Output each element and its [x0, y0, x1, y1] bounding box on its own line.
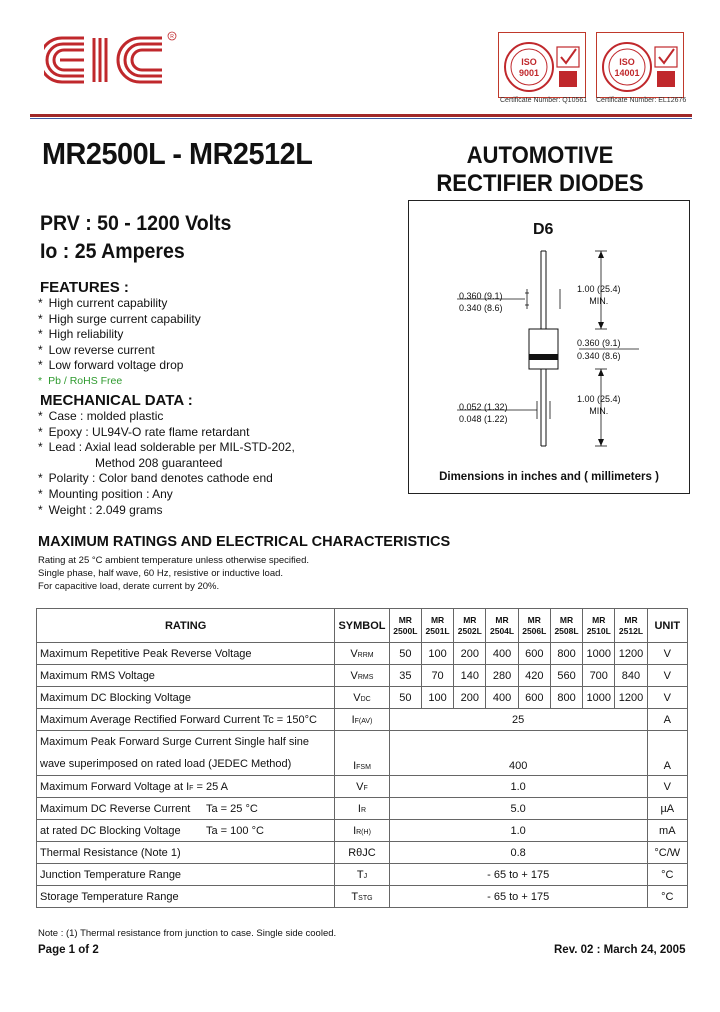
iso-9001-badge — [498, 32, 586, 98]
col-model: MR 2500L — [389, 609, 421, 643]
io-value: Io : 25 Amperes — [40, 240, 185, 263]
prv-value: PRV : 50 - 1200 Volts — [40, 212, 232, 235]
col-model: MR 2502L — [454, 609, 486, 643]
list-item: * Epoxy : UL94V-O rate flame retardant — [38, 424, 250, 439]
svg-text:14001: 14001 — [614, 68, 640, 78]
ratings-summary — [40, 210, 231, 266]
dim-lead-length-top: 1.00 (25.4) MIN. — [577, 284, 621, 306]
category-line-1: AUTOMOTIVE — [466, 142, 614, 169]
mechanical-heading: MECHANICAL DATA : — [40, 392, 193, 409]
part-range-title: MR2500L - MR2512L — [42, 136, 313, 171]
col-model: MR 2510L — [583, 609, 615, 643]
footnote: Note : (1) Thermal resistance from junction to case. Single side cooled. — [38, 928, 337, 939]
table-row: Maximum DC Blocking Voltage VDC 50 100 200 400 600 800 1000 1200 V — [37, 687, 688, 709]
page-number: Page 1 of 2 — [38, 944, 99, 956]
table-row: Maximum Forward Voltage at IF = 25 A VF 1.0 V — [37, 776, 688, 798]
iso-9001-certification-seal-icon — [499, 33, 585, 97]
header-rule — [30, 114, 692, 117]
list-item: * Mounting position : Any — [38, 486, 173, 501]
revision-date: Rev. 02 : March 24, 2005 — [554, 944, 686, 956]
table-row: Thermal Resistance (Note 1) RθJC 0.8 °C/W — [37, 842, 688, 864]
table-row: Storage Temperature Range TSTG - 65 to + 175 °C — [37, 886, 688, 908]
category-title — [420, 142, 659, 198]
list-item: * Low forward voltage drop — [38, 358, 184, 373]
diode-outline-drawing — [409, 201, 689, 493]
category-line-2: RECTIFIER DIODES — [436, 170, 644, 197]
table-row: at rated DC Blocking Voltage Ta = 100 °C IR(H) 1.0 mA — [37, 820, 688, 842]
header-rule-thin — [30, 118, 692, 119]
list-item: * High surge current capability — [38, 311, 201, 326]
dim-lead-length-bottom: 1.00 (25.4) MIN. — [577, 394, 621, 416]
list-item: * Pb / RoHS Free — [38, 374, 123, 387]
iso-14001-certification-seal-icon — [597, 33, 683, 97]
list-item: Method 208 guaranteed — [95, 455, 223, 470]
col-model: MR 2506L — [518, 609, 550, 643]
col-model: MR 2512L — [615, 609, 647, 643]
table-row: Maximum Average Rectified Forward Current Tc = 150°C IF(AV) 25 A — [37, 709, 688, 731]
col-model: MR 2504L — [486, 609, 518, 643]
col-model: MR 2501L — [421, 609, 453, 643]
ratings-notes: Rating at 25 °C ambient temperature unless otherwise specified. Single phase, half wave, 60 Hz, resistive or inductive load. For capacitive load, derate current by 20%. — [38, 555, 309, 592]
table-row: Maximum Repetitive Peak Reverse Voltage VRRM 50 100 200 400 600 800 1000 1200 V — [37, 643, 688, 665]
table-row: Junction Temperature Range TJ - 65 to + 175 °C — [37, 864, 688, 886]
mechanical-list — [38, 409, 295, 518]
package-name: D6 — [533, 221, 554, 238]
list-item: * High current capability — [38, 296, 168, 310]
ratings-heading: MAXIMUM RATINGS AND ELECTRICAL CHARACTERISTICS — [38, 534, 451, 550]
dim-lead-diameter: 0.052 (1.32) 0.048 (1.22) — [459, 402, 508, 424]
svg-text:R: R — [170, 34, 174, 40]
package-drawing — [408, 200, 690, 494]
table-row: Maximum RMS Voltage VRMS 35 70 140 280 420 560 700 840 V — [37, 665, 688, 687]
dim-body-length: 0.360 (9.1) 0.340 (8.6) — [577, 338, 621, 361]
eic-logo — [44, 30, 179, 90]
svg-text:ISO: ISO — [619, 57, 635, 67]
col-model: MR 2508L — [550, 609, 582, 643]
svg-text:9001: 9001 — [518, 68, 540, 78]
col-unit: UNIT — [647, 609, 687, 643]
list-item: * Case : molded plastic — [38, 409, 164, 423]
iso-14001-badge — [596, 32, 684, 98]
col-symbol: SYMBOL — [335, 609, 389, 643]
list-item: * Weight : 2.049 grams — [38, 502, 163, 517]
cert-caption-14001: Certificate Number: EL12676 — [596, 97, 687, 104]
dim-body-diameter: 0.360 (9.1) 0.340 (8.6) — [459, 291, 503, 313]
table-row: Maximum DC Reverse Current Ta = 25 °C IR 5.0 µA — [37, 798, 688, 820]
list-item: * High reliability — [38, 327, 124, 342]
table-header-row — [37, 609, 688, 643]
dimensions-caption: Dimensions in inches and ( millimeters ) — [439, 471, 659, 483]
list-item: * Polarity : Color band denotes cathode end — [38, 471, 273, 486]
ratings-table — [36, 608, 688, 908]
svg-text:ISO: ISO — [521, 57, 537, 67]
features-list — [38, 296, 201, 390]
table-row: Maximum Peak Forward Surge Current Single half sine wave superimposed on rated load (JEDEC Method) IFSM 400 A — [37, 731, 688, 776]
features-heading: FEATURES : — [40, 279, 129, 296]
list-item: * Lead : Axial lead solderable per MIL-STD-202, — [38, 440, 295, 455]
col-rating: RATING — [37, 609, 335, 643]
cert-caption-9001: Certificate Number: Q10561 — [500, 97, 588, 104]
list-item: * Low reverse current — [38, 342, 155, 357]
